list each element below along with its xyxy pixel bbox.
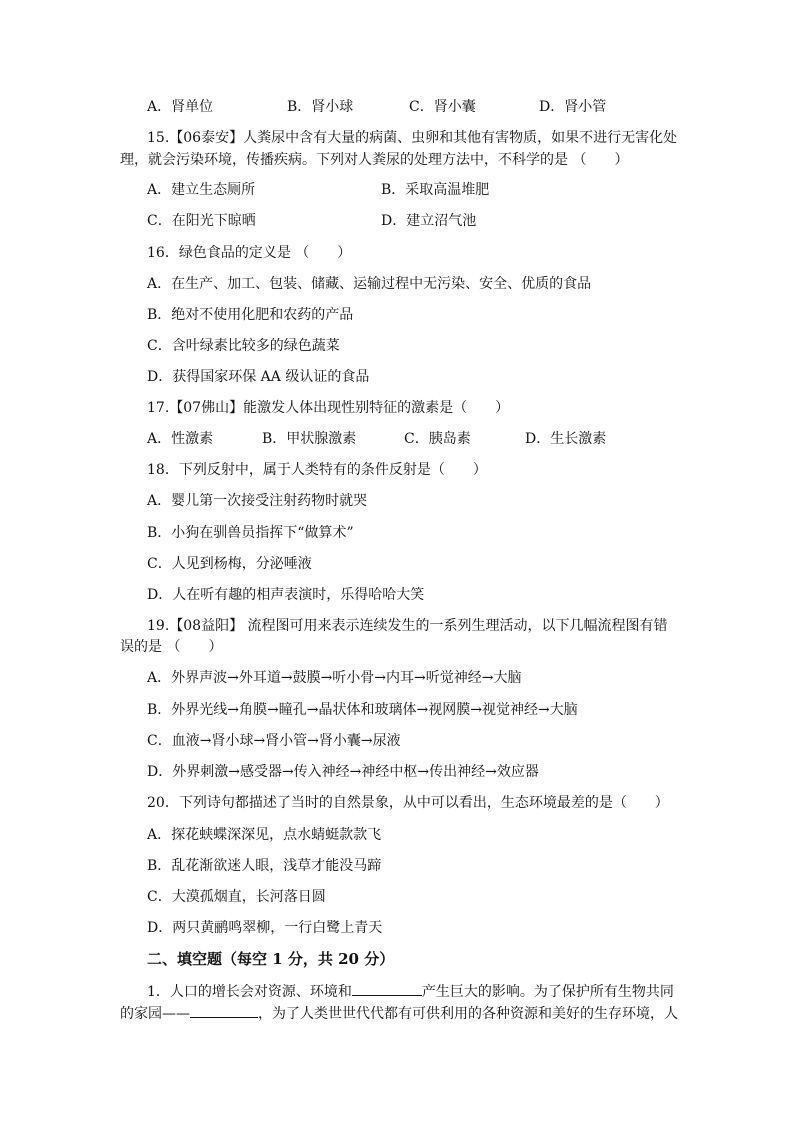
q19-stem-line1: 19.【08益阳】 流程图可用来表示连续发生的一系列生理活动，以下几幅流程图有错 [147, 618, 668, 634]
q17-option-d: D．生长激素 [525, 431, 607, 447]
fill1-text-part4: ，为了人类世世代代都有可供利用的各种资源和美好的生存环境，人 [258, 1006, 678, 1022]
fill1-line1 [147, 981, 674, 1002]
q18-stem: 18．下列反射中，属于人类特有的条件反射是（ ） [147, 462, 487, 478]
q19-option-d: D．外界刺激→感受器→传入神经→神经中枢→传出神经→效应器 [147, 764, 539, 780]
q16-stem: 16．绿色食品的定义是 （ ） [147, 245, 352, 261]
q20-option-d: D．两只黄鹂鸣翠柳，一行白鹭上青天 [147, 920, 383, 936]
q17-stem: 17.【07佛山】能激发人体出现性别特征的激素是（ ） [147, 400, 510, 416]
q17-option-a: A．性激素 [147, 431, 214, 447]
q20-option-b: B．乱花渐欲迷人眼，浅草才能没马蹄 [147, 858, 382, 874]
q20-option-c: C．大漠孤烟直，长河落日圆 [147, 889, 326, 905]
q16-option-b: B．绝对不使用化肥和农药的产品 [147, 307, 354, 323]
q16-option-d: D．获得国家环保 AA 级认证的食品 [147, 369, 370, 385]
q14-option-b: B．肾小球 [287, 99, 354, 115]
q18-option-d: D．人在听有趣的相声表演时，乐得哈哈大笑 [147, 587, 425, 603]
section-title-fill-in: 二、填空题（每空 1 分，共 20 分） [147, 950, 395, 968]
q15-option-c: C．在阳光下晾晒 [147, 213, 256, 229]
fill1-blank-1[interactable] [352, 981, 422, 996]
q17-option-c: C．胰岛素 [404, 431, 471, 447]
q18-option-b: B．小狗在驯兽员指挥下“做算术” [147, 525, 354, 541]
q19-option-b: B．外界光线→角膜→瞳孔→晶状体和玻璃体→视网膜→视觉神经→大脑 [147, 702, 578, 718]
q19-option-a: A．外界声波→外耳道→鼓膜→听小骨→内耳→听觉神经→大脑 [147, 670, 522, 686]
q14-option-c: C．肾小囊 [409, 99, 476, 115]
q20-option-a: A．探花蛱蝶深深见，点水蜻蜓款款飞 [147, 827, 382, 843]
q20-stem: 20．下列诗句都描述了当时的自然景象，从中可以看出，生态环境最差的是（ ） [147, 795, 669, 811]
q15-stem-line1: 15.【06泰安】人粪尿中含有大量的病菌、虫卵和其他有害物质，如果不进行无害化处 [147, 130, 678, 146]
q16-option-a: A．在生产、加工、包装、储藏、运输过程中无污染、安全、优质的食品 [147, 276, 592, 292]
fill1-text-part3: 的家园—— [120, 1006, 190, 1022]
q15-stem-line2: 理，就会污染环境，传播疾病。下列对人粪尿的处理方法中，不科学的是 （ ） [120, 152, 629, 168]
fill1-blank-2[interactable] [190, 1003, 258, 1018]
q19-option-c: C．血液→肾小球→肾小管→肾小囊→尿液 [147, 733, 401, 749]
q14-option-d: D．肾小管 [539, 99, 607, 115]
q19-stem-line2: 误的是 （ ） [120, 639, 223, 655]
q15-option-b: B．采取高温堆肥 [381, 182, 490, 198]
q18-option-c: C．人见到杨梅，分泌唾液 [147, 556, 312, 572]
q14-option-a: A．肾单位 [147, 99, 214, 115]
q15-option-d: D．建立沼气池 [381, 213, 477, 229]
q16-option-c: C．含叶绿素比较多的绿色蔬菜 [147, 338, 340, 354]
q17-option-b: B．甲状腺激素 [262, 431, 357, 447]
q18-option-a: A．婴儿第一次接受注射药物时就哭 [147, 493, 368, 509]
fill1-line2 [120, 1003, 678, 1024]
fill1-text-part2: 产生巨大的影响。为了保护所有生物共同 [421, 984, 674, 1000]
q15-option-a: A．建立生态厕所 [147, 182, 256, 198]
fill1-text-part1: 1．人口的增长会对资源、环境和 [147, 984, 352, 1000]
